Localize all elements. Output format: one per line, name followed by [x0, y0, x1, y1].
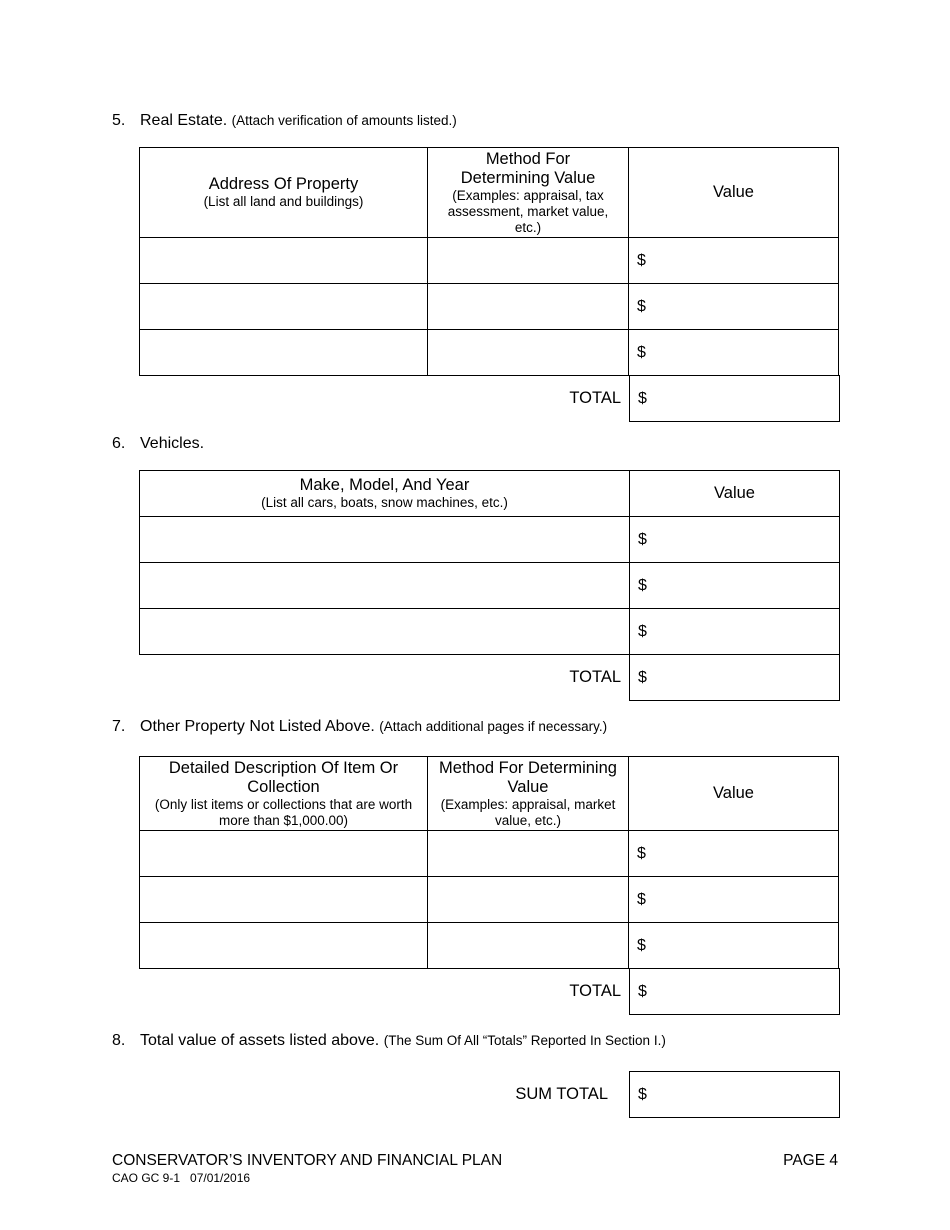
address-header: Address Of Property (List all land and buildings) [139, 147, 428, 238]
sum-total-table [139, 1071, 839, 1117]
footer-form-code: CAO GC 9-1 07/01/2016 [112, 1171, 251, 1185]
total-row [139, 654, 839, 700]
value-field[interactable]: $ [629, 608, 840, 655]
vehicle-field[interactable] [139, 562, 630, 609]
section-number: 6. [112, 435, 126, 452]
sum-total-row [139, 1071, 839, 1117]
vehicle-field[interactable] [139, 608, 630, 655]
value-field[interactable]: $ [628, 237, 839, 284]
address-field[interactable] [139, 329, 428, 376]
section-6-heading [112, 435, 204, 453]
value-field[interactable]: $ [629, 516, 840, 563]
footer-title: CONSERVATOR’S INVENTORY AND FINANCIAL PLAN [112, 1152, 503, 1169]
other-property-table [139, 756, 839, 1014]
vehicle-header: Make, Model, And Year (List all cars, boats, snow machines, etc.) [139, 470, 630, 517]
table-row [139, 516, 839, 562]
total-label: TOTAL [569, 667, 621, 686]
section-title: Other Property Not Listed Above. [140, 718, 375, 735]
table-row [139, 237, 839, 283]
section-title: Real Estate. [140, 112, 228, 129]
value-header: Value [628, 147, 839, 238]
total-row [139, 968, 839, 1014]
method-field[interactable] [427, 876, 629, 923]
description-field[interactable] [139, 922, 428, 969]
total-value-field[interactable]: $ [629, 375, 840, 422]
method-field[interactable] [427, 922, 629, 969]
total-value-field[interactable]: $ [629, 968, 840, 1015]
total-value-field[interactable]: $ [629, 654, 840, 701]
method-header: Method For Determining Value (Examples: appraisal, market value, etc.) [427, 756, 629, 831]
description-field[interactable] [139, 876, 428, 923]
section-note: (Attach additional pages if necessary.) [379, 719, 608, 734]
method-field[interactable] [427, 830, 629, 877]
description-header: Detailed Description Of Item Or Collection (Only list items or collections that are worth more than $1,000.00) [139, 756, 428, 831]
total-label: TOTAL [569, 388, 621, 407]
table-row [139, 329, 839, 375]
method-field[interactable] [427, 237, 629, 284]
method-field[interactable] [427, 283, 629, 330]
sum-total-label: SUM TOTAL [515, 1084, 608, 1103]
table-row [139, 922, 839, 968]
method-field[interactable] [427, 329, 629, 376]
table-header-row [139, 756, 839, 830]
real-estate-table [139, 147, 839, 421]
page-number: PAGE 4 [783, 1152, 838, 1169]
table-row [139, 283, 839, 329]
total-row [139, 375, 839, 421]
value-header: Value [628, 756, 839, 831]
value-field[interactable]: $ [628, 329, 839, 376]
section-7-heading [112, 718, 607, 736]
table-row [139, 830, 839, 876]
table-header-row [139, 147, 839, 237]
address-field[interactable] [139, 237, 428, 284]
section-title: Total value of assets listed above. [140, 1032, 380, 1049]
table-row [139, 876, 839, 922]
value-field[interactable]: $ [628, 876, 839, 923]
value-field[interactable]: $ [628, 922, 839, 969]
value-header: Value [629, 470, 840, 517]
section-number: 8. [112, 1032, 126, 1049]
table-header-row [139, 470, 839, 516]
total-label: TOTAL [569, 981, 621, 1000]
vehicles-table [139, 470, 839, 700]
section-8-heading [112, 1032, 666, 1050]
address-field[interactable] [139, 283, 428, 330]
sum-total-field[interactable]: $ [629, 1071, 840, 1118]
method-header: Method For Determining Value (Examples: appraisal, tax assessment, market value, etc.) [427, 147, 629, 238]
section-5-heading [112, 112, 457, 130]
section-note: (Attach verification of amounts listed.) [231, 113, 457, 128]
table-row [139, 608, 839, 654]
section-number: 7. [112, 718, 126, 735]
table-row [139, 562, 839, 608]
value-field[interactable]: $ [628, 283, 839, 330]
value-field[interactable]: $ [628, 830, 839, 877]
section-number: 5. [112, 112, 126, 129]
value-field[interactable]: $ [629, 562, 840, 609]
section-title: Vehicles. [140, 435, 205, 452]
section-note: (The Sum Of All “Totals” Reported In Section I.) [383, 1033, 666, 1048]
description-field[interactable] [139, 830, 428, 877]
vehicle-field[interactable] [139, 516, 630, 563]
